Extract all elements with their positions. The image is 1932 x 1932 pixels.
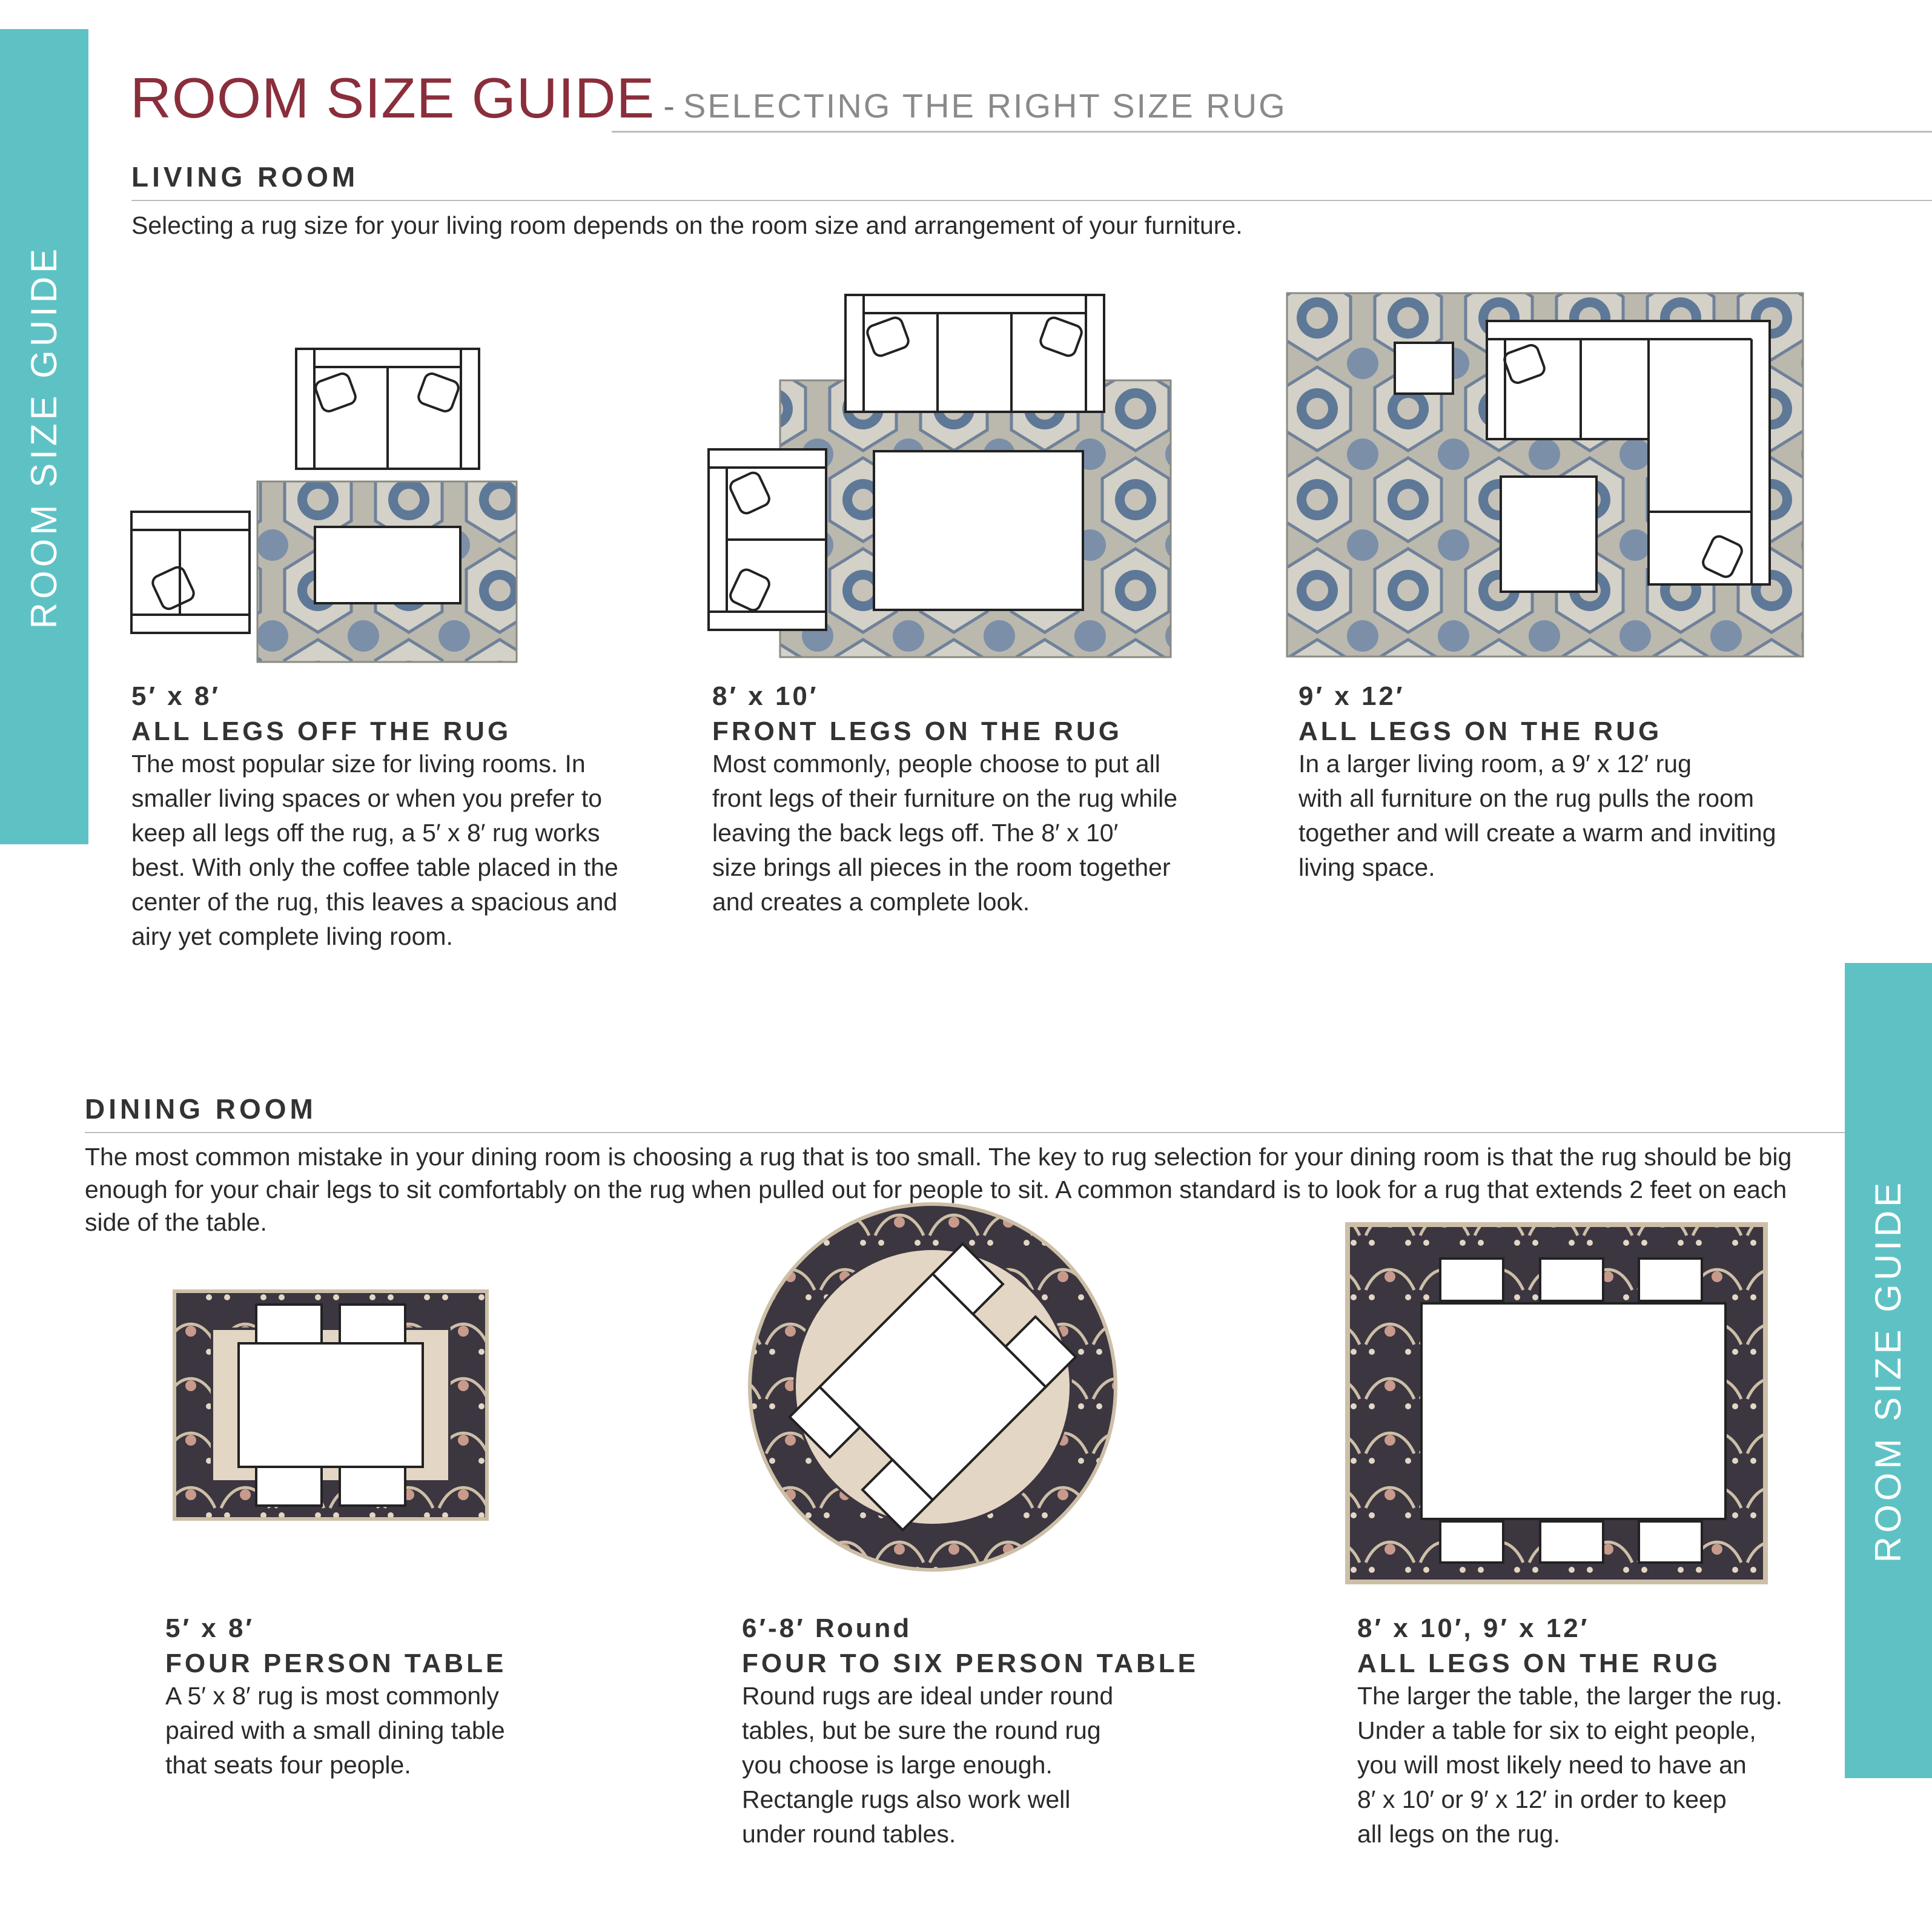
title-separator: - [663, 87, 675, 125]
rug-size-label: 5′ x 8′ [131, 681, 220, 711]
dining-option-1-caption [165, 1613, 506, 1782]
rug-size-label: 5′ x 8′ [165, 1613, 254, 1643]
option-description: A 5′ x 8′ rug is most commonly paired with a small dining table that seats four people. [165, 1682, 505, 1779]
option-description: The larger the table, the larger the rug. Under a table for six to eight people, you will most likely need to have an 8′ x 10′ or 9′ x 12′ in order to keep all legs on the rug. [1357, 1682, 1782, 1848]
chair [256, 1467, 322, 1506]
option-title: FOUR TO SIX PERSON TABLE [742, 1649, 1199, 1678]
dining-table [239, 1343, 423, 1467]
option-title: ALL LEGS OFF THE RUG [131, 716, 512, 746]
page-subtitle: SELECTING THE RIGHT SIZE RUG [683, 87, 1287, 125]
option-description: In a larger living room, a 9′ x 12′ rug with all furniture on the rug pulls the room together and will create a warm and inviting living space. [1298, 750, 1776, 881]
chair [1440, 1521, 1503, 1563]
dining-option-2-caption [742, 1613, 1199, 1851]
option-description: Round rugs are ideal under round tables, but be sure the round rug you choose is large enough. Rectangle rugs also work well under round tables. [742, 1682, 1114, 1848]
chair [1639, 1259, 1702, 1301]
living-room-heading: LIVING ROOM [131, 161, 359, 193]
rug-size-label: 6′-8′ Round [742, 1613, 912, 1643]
chair [1440, 1259, 1503, 1301]
dining-table [1421, 1303, 1725, 1519]
option-title: FOUR PERSON TABLE [165, 1649, 507, 1678]
living-room-intro: Selecting a rug size for your living room depends on the room size and arrangement of your furniture. [131, 211, 1243, 239]
option-description: Most commonly, people choose to put all front legs of their furniture on the rug while leaving the back legs off. The 8′ x 10′ size brings all pieces in the room together and creates a complete look. [712, 750, 1178, 916]
chair [256, 1305, 322, 1343]
dining-room-intro: The most common mistake in your dining room is choosing a rug that is too small. The key to rug selection for your dining room is that the rug should be big enough for your chair legs to sit comfortably on the rug when pulled out for people to sit. A common standard is to look for a rug that extends 2 feet on each side of the table. [85, 1143, 1792, 1236]
side-tab-label: ROOM SIZE GUIDE [24, 245, 65, 629]
option-description: The most popular size for living rooms. In smaller living spaces or when you prefer to keep all legs off the rug, a 5′ x 8′ rug works best. With only the coffee table placed in the center of the rug, this leaves a spacious and airy yet complete living room. [131, 750, 618, 950]
rug-size-label: 9′ x 12′ [1298, 681, 1405, 711]
option-title: FRONT LEGS ON THE RUG [712, 716, 1122, 746]
rug-size-label: 8′ x 10′, 9′ x 12′ [1357, 1613, 1590, 1643]
rug-size-label: 8′ x 10′ [712, 681, 819, 711]
option-title: ALL LEGS ON THE RUG [1298, 716, 1662, 746]
chair [1540, 1259, 1603, 1301]
chair [1540, 1521, 1603, 1563]
page-title: ROOM SIZE GUIDE [130, 66, 655, 130]
chair [340, 1305, 405, 1343]
chair [340, 1467, 405, 1506]
option-title: ALL LEGS ON THE RUG [1357, 1649, 1721, 1678]
chair [1639, 1521, 1702, 1563]
dining-option-3-caption [1357, 1613, 1782, 1851]
dining-room-heading: DINING ROOM [85, 1093, 317, 1125]
side-tab-label: ROOM SIZE GUIDE [1868, 1179, 1909, 1563]
